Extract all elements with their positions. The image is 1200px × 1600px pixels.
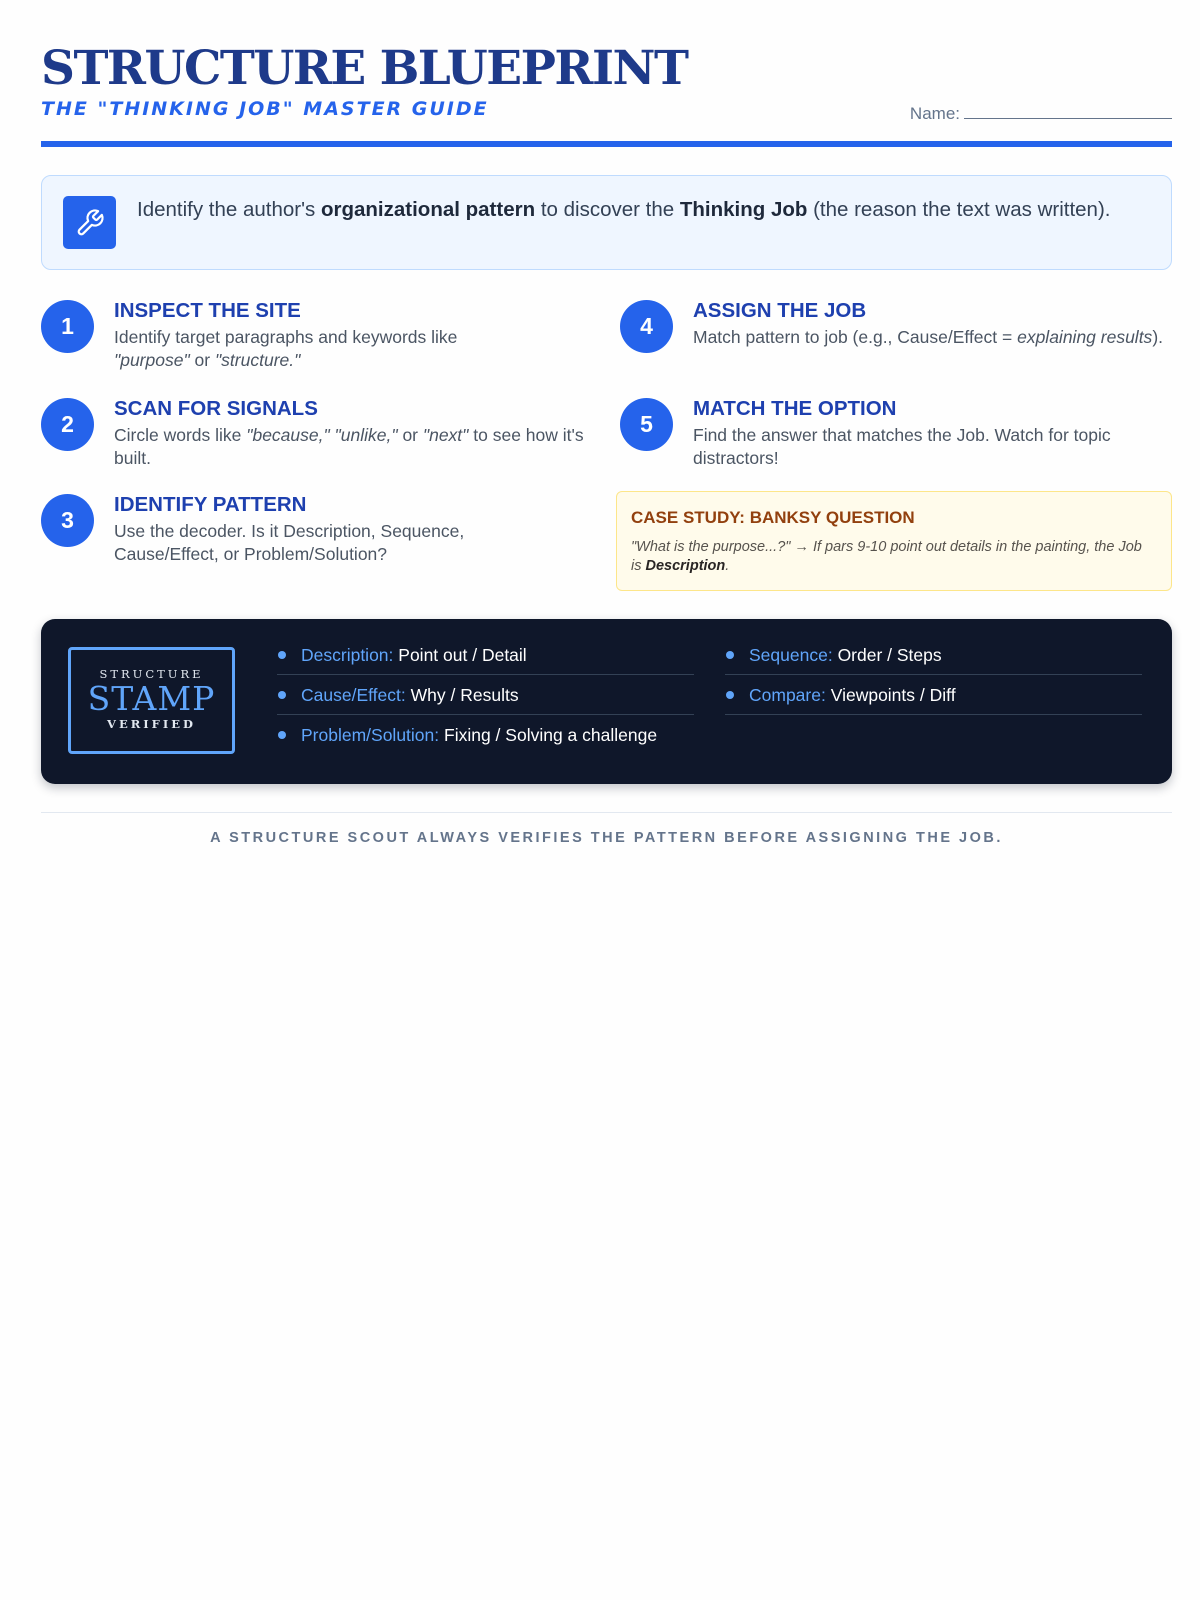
header-divider: [41, 141, 1172, 147]
footer-motto: A STRUCTURE SCOUT ALWAYS VERIFIES THE PATTERN BEFORE ASSIGNING THE JOB.: [210, 830, 1003, 846]
bullet-icon: [726, 691, 734, 699]
step-description: Identify target paragraphs and keywords like "purpose" or "structure.": [114, 327, 458, 370]
decoder-item-sequence: Sequence: Order / Steps: [725, 635, 1142, 675]
step-description: Circle words like "because," "unlike," or "next" to see how it's built.: [114, 425, 584, 468]
page-title: STRUCTURE BLUEPRINT: [41, 41, 688, 96]
step-title: MATCH THE OPTION: [693, 397, 897, 420]
step-number-badge: 5: [620, 398, 673, 451]
structure-stamp-badge: [68, 647, 235, 754]
name-blank-line[interactable]: [964, 104, 1172, 119]
step-number-badge: 2: [41, 398, 94, 451]
step-description: Find the answer that matches the Job. Watch for topic distractors!: [693, 425, 1111, 468]
decoder-item-description: Description: Point out / Detail: [277, 635, 694, 675]
decoder-left-column: [277, 635, 694, 755]
case-study-text: "What is the purpose...?" → If pars 9-10 point out details in the painting, the Job is Description.: [631, 539, 1142, 574]
page-subtitle: THE "THINKING JOB" MASTER GUIDE: [41, 98, 489, 120]
name-label: Name:: [909, 104, 960, 123]
step-number-badge: 4: [620, 300, 673, 353]
step-title: SCAN FOR SIGNALS: [114, 397, 318, 420]
decoder-item-compare: Compare: Viewpoints / Diff: [725, 675, 1142, 715]
header: [41, 41, 1172, 123]
footer-divider: [41, 812, 1172, 813]
bullet-icon: [278, 691, 286, 699]
step-description: Use the decoder. Is it Description, Sequence, Cause/Effect, or Problem/Solution?: [114, 521, 465, 564]
stamp-top-text: STRUCTURE: [99, 667, 204, 681]
bullet-icon: [278, 651, 286, 659]
step-description: Match pattern to job (e.g., Cause/Effect = explaining results).: [693, 327, 1164, 347]
step-title: ASSIGN THE JOB: [693, 299, 867, 322]
step-title: IDENTIFY PATTERN: [114, 493, 307, 516]
name-field[interactable]: [910, 104, 1172, 124]
intro-box: [41, 175, 1172, 270]
structure-decoder-panel: [41, 619, 1172, 784]
case-study-box: [616, 491, 1172, 591]
step-number-badge: 1: [41, 300, 94, 353]
step-number-badge: 3: [41, 494, 94, 547]
bullet-icon: [278, 731, 286, 739]
case-study-title: CASE STUDY: BANKSY QUESTION: [631, 508, 915, 527]
intro-text: Identify the author's organizational pattern to discover the Thinking Job (the reason the text was written).: [137, 198, 1111, 221]
decoder-right-column: [725, 635, 1142, 715]
stamp-bottom-text: VERIFIED: [107, 717, 196, 731]
decoder-item-problem-solution: Problem/Solution: Fixing / Solving a challenge: [277, 715, 694, 755]
wrench-icon: [63, 196, 116, 249]
decoder-item-cause-effect: Cause/Effect: Why / Results: [277, 675, 694, 715]
bullet-icon: [726, 651, 734, 659]
step-title: INSPECT THE SITE: [114, 299, 301, 322]
stamp-main-text: STAMP: [87, 679, 216, 718]
